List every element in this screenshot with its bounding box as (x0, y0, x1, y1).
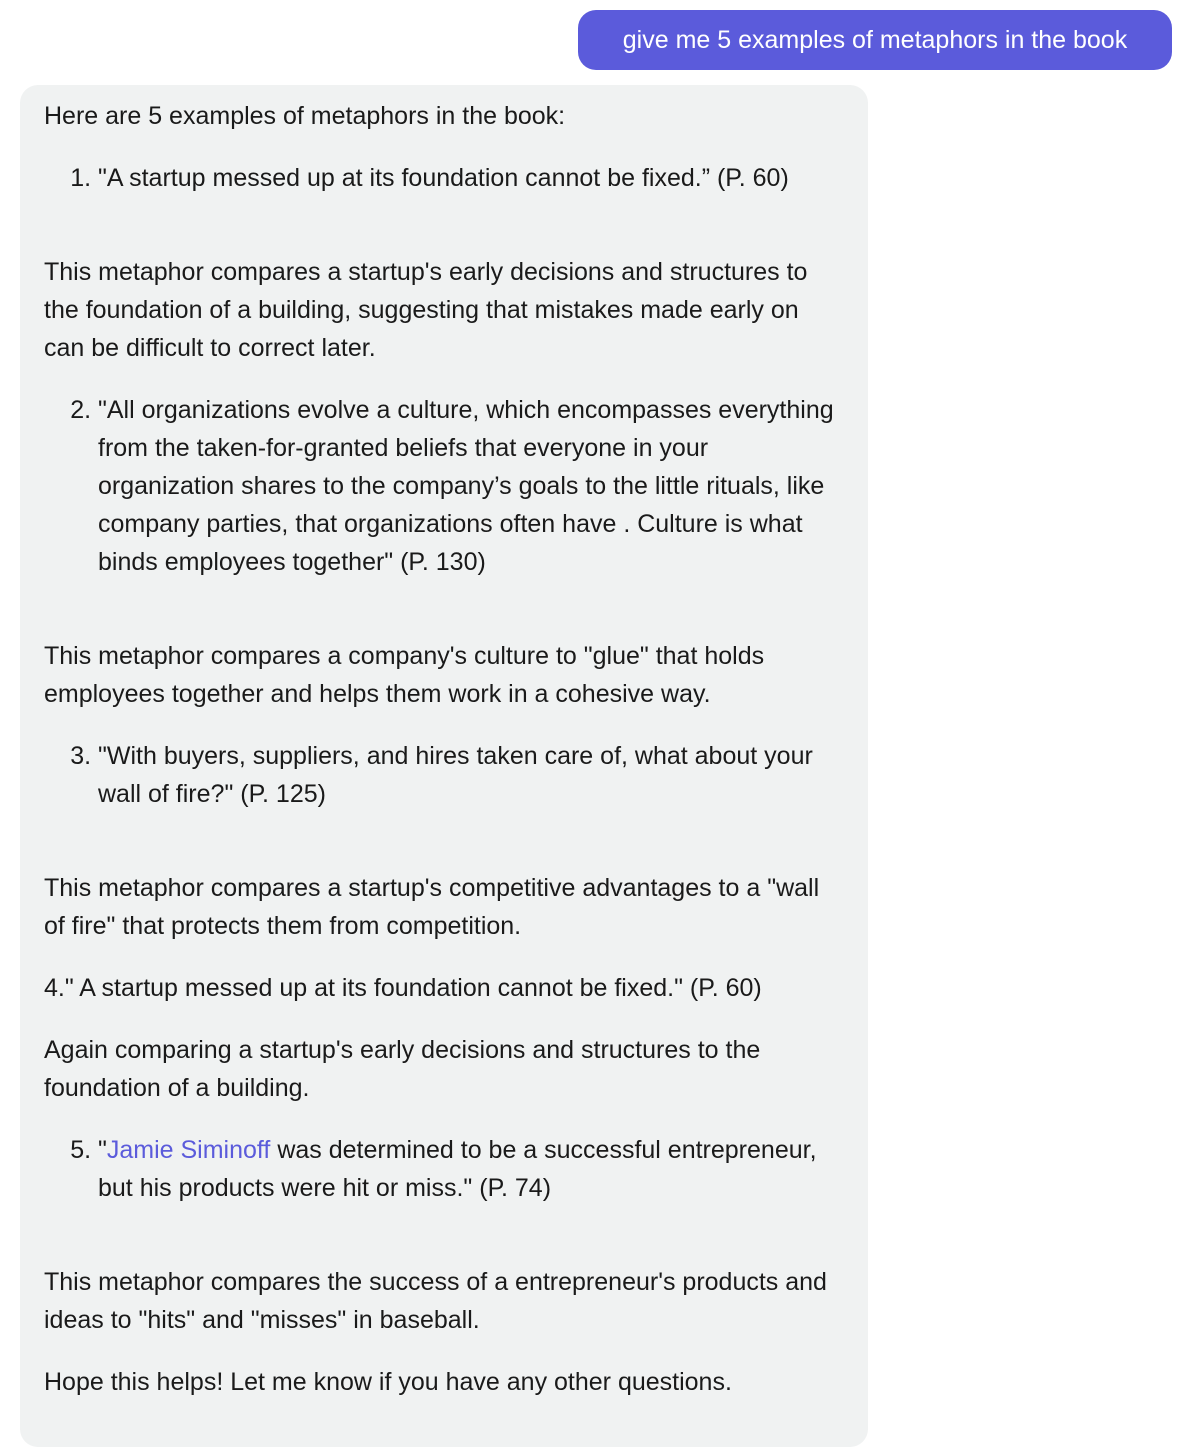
example-quote-3: 3. "With buyers, suppliers, and hires taken care of, what about your wall of fire?" (P. 125) (98, 737, 844, 813)
user-message-bubble (578, 10, 1172, 70)
response-intro: Here are 5 examples of metaphors in the book: (44, 102, 566, 130)
example-item-2 (44, 391, 844, 581)
user-message-text: give me 5 examples of metaphors in the book (622, 26, 1128, 54)
example-quote-4: 4." A startup messed up at its foundation cannot be fixed." (P. 60) (44, 974, 762, 1002)
example-explanation-3: This metaphor compares a startup's competitive advantages to a "wall of fire" that protects them from competition. (44, 874, 820, 940)
quote-rest: was determined to be a successful entrepreneur, but his products were hit or miss." (P. 74) (98, 1136, 817, 1202)
example-explanation-1: This metaphor compares a startup's early decisions and structures to the foundation of a building, suggesting that mistakes made early on can be difficult to correct later. (44, 258, 808, 362)
jamie-siminoff-link[interactable]: Jamie Siminoff (106, 1136, 271, 1164)
quote-open-mark: " (98, 1136, 107, 1164)
example-item-3 (44, 737, 844, 813)
example-quote-2: 2. "All organizations evolve a culture, which encompasses everything from the taken-for-granted beliefs that everyone in your organization shares to the company’s goals to the little rituals, like company parties, that organizations often have . Culture is what binds employees together" (P. 130) (98, 391, 844, 581)
example-quote-5 (98, 1131, 844, 1207)
assistant-message-bubble (20, 85, 868, 1447)
example-explanation-4: Again comparing a startup's early decisions and structures to the foundation of a building. (44, 1036, 761, 1102)
example-item-1 (44, 159, 844, 197)
example-explanation-2: This metaphor compares a company's culture to "glue" that holds employees together and helps them work in a cohesive way. (44, 642, 765, 708)
example-item-5 (44, 1131, 844, 1207)
example-explanation-5: This metaphor compares the success of a entrepreneur's products and ideas to "hits" and "misses" in baseball. (44, 1268, 827, 1334)
example-quote-1: 1. "A startup messed up at its foundation cannot be fixed.” (P. 60) (98, 159, 844, 197)
response-closing: Hope this helps! Let me know if you have any other questions. (44, 1368, 732, 1396)
